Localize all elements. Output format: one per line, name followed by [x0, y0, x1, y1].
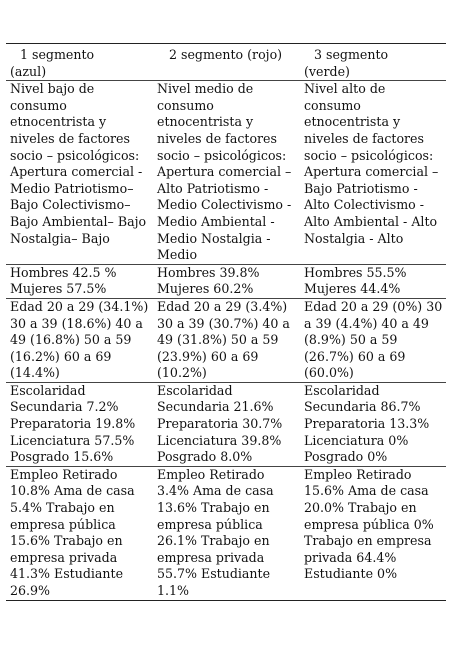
table-row-age [6, 298, 446, 382]
table-cell: Hombres 42.5 % Mujeres 57.5% [6, 264, 153, 298]
header-segment-2-title: 2 segmento (rojo) [169, 47, 283, 62]
header-segment-3-title: 3 segmento [314, 47, 389, 62]
table-cell: Escolaridad Secundaria 86.7% Preparatoria 13.3% Licenciatura 0% Posgrado 0% [300, 382, 446, 466]
table-cell: Edad 20 a 29 (0%) 30 a 39 (4.4%) 40 a 49 (8.9%) 50 a 59 (26.7%) 60 a 69 (60.0%) [300, 298, 446, 382]
segment-table-container [6, 43, 446, 601]
table-row-gender [6, 264, 446, 298]
table-cell: Escolaridad Secundaria 21.6% Preparatoria 30.7% Licenciatura 39.8% Posgrado 8.0% [153, 382, 300, 466]
table-cell: Nivel bajo de consumo etnocentrista y niveles de factores socio – psicológicos: Apertura comercial - Medio Patriotismo– Bajo Colectivismo– Bajo Ambiental– Bajo Nostalgia– Bajo [6, 81, 153, 265]
table-cell: Nivel alto de consumo etnocentrista y niveles de factores socio – psicológicos: Apertura comercial – Bajo Patriotismo - Alto Colectivismo - Alto Ambiental - Alto Nostalgia - Alto [300, 81, 446, 265]
header-segment-3-color: (verde) [304, 63, 350, 79]
table-row-profile [6, 81, 446, 265]
table-cell: Edad 20 a 29 (3.4%) 30 a 39 (30.7%) 40 a 49 (31.8%) 50 a 59 (23.9%) 60 a 69 (10.2%) [153, 298, 300, 382]
table-cell: Empleo Retirado 15.6% Ama de casa 20.0% Trabajo en empresa pública 0% Trabajo en empresa privada 64.4% Estudiante 0% [300, 466, 446, 600]
table-cell: Hombres 55.5% Mujeres 44.4% [300, 264, 446, 298]
table-row-employment [6, 466, 446, 600]
table-cell: Escolaridad Secundaria 7.2% Preparatoria 19.8% Licenciatura 57.5% Posgrado 15.6% [6, 382, 153, 466]
header-segment-3 [300, 44, 446, 81]
table-row-education [6, 382, 446, 466]
header-segment-1-color: (azul) [10, 63, 47, 79]
table-header-row [6, 44, 446, 81]
table-cell: Empleo Retirado 10.8% Ama de casa 5.4% Trabajo en empresa pública 15.6% Trabajo en empresa privada 41.3% Estudiante 26.9% [6, 466, 153, 600]
table-cell: Hombres 39.8% Mujeres 60.2% [153, 264, 300, 298]
header-segment-1-title: 1 segmento [20, 47, 95, 62]
segment-table [6, 43, 446, 601]
table-cell: Nivel medio de consumo etnocentrista y niveles de factores socio – psicológicos: Apertura comercial – Alto Patriotismo - Medio Colectivismo - Medio Ambiental - Medio Nostalgia - Medio [153, 81, 300, 265]
table-cell: Edad 20 a 29 (34.1%) 30 a 39 (18.6%) 40 a 49 (16.8%) 50 a 59 (16.2%) 60 a 69 (14.4%) [6, 298, 153, 382]
header-segment-2 [153, 44, 300, 81]
header-segment-1 [6, 44, 153, 81]
table-cell: Empleo Retirado 3.4% Ama de casa 13.6% Trabajo en empresa pública 26.1% Trabajo en empresa privada 55.7% Estudiante 1.1% [153, 466, 300, 600]
